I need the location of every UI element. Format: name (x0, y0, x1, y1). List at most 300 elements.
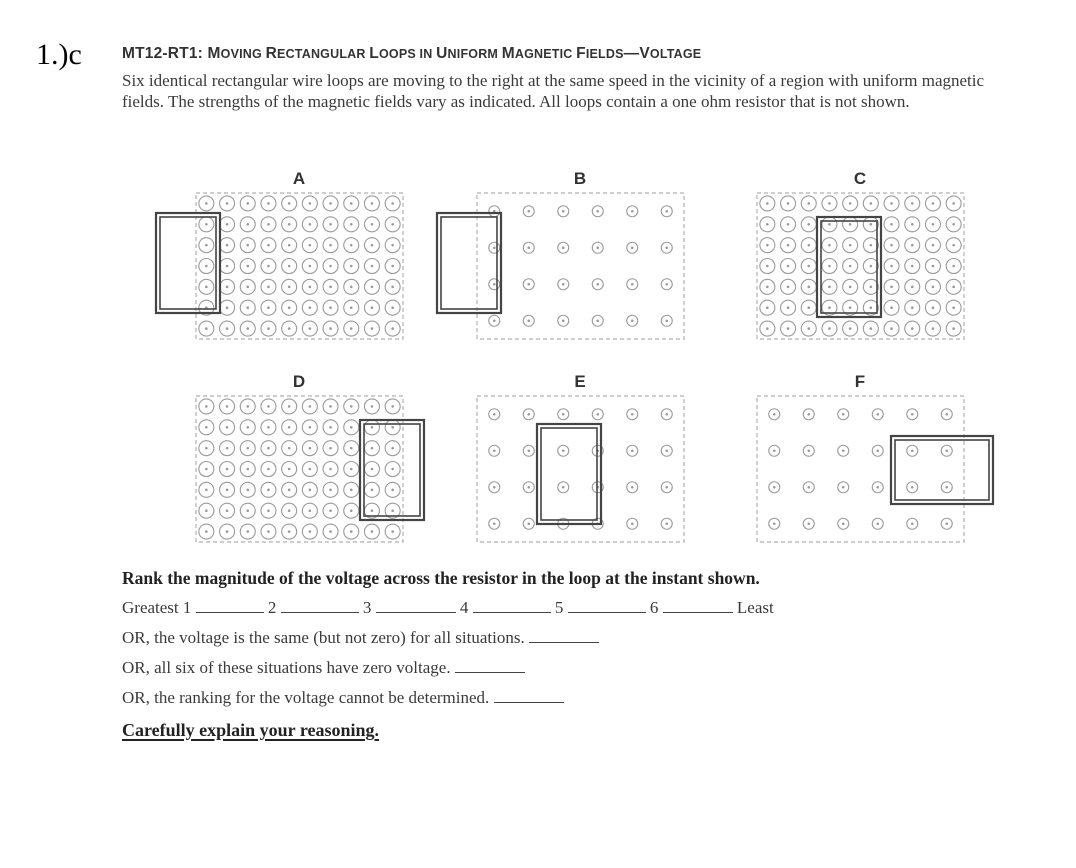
figure-b (437, 169, 684, 339)
field-dot-icon (849, 286, 852, 289)
field-dot-icon (350, 468, 353, 471)
field-dot-icon (350, 489, 353, 492)
field-dot-icon (807, 327, 810, 330)
field-dot-icon (371, 447, 374, 450)
field-dot-icon (288, 426, 291, 429)
field-dot-icon (870, 244, 873, 247)
field-dot-icon (371, 530, 374, 533)
field-dot-icon (911, 522, 914, 525)
field-dot-icon (849, 306, 852, 309)
field-dot-icon (246, 489, 249, 492)
rank-5-blank[interactable] (568, 598, 646, 613)
field-dot-icon (350, 286, 353, 289)
figure-label: D (292, 372, 306, 391)
field-dot-icon (952, 244, 955, 247)
field-dot-icon (527, 210, 530, 213)
field-dot-icon (562, 319, 565, 322)
field-dot-icon (787, 306, 790, 309)
field-dot-icon (911, 449, 914, 452)
field-dot-icon (527, 522, 530, 525)
field-dot-icon (246, 286, 249, 289)
field-dot-icon (890, 223, 893, 226)
field-dot-icon (842, 522, 845, 525)
field-dot-icon (226, 265, 229, 268)
field-dot-icon (329, 244, 332, 247)
field-dot-icon (932, 223, 935, 226)
field-dot-icon (226, 426, 229, 429)
field-dot-icon (226, 202, 229, 205)
field-dot-icon (911, 202, 914, 205)
field-dot-icon (932, 327, 935, 330)
field-dot-icon (246, 468, 249, 471)
field-dot-icon (911, 327, 914, 330)
field-dot-icon (329, 447, 332, 450)
rank-6-blank[interactable] (663, 598, 733, 613)
field-dot-icon (309, 223, 312, 226)
field-dot-icon (329, 509, 332, 512)
field-dot-icon (596, 283, 599, 286)
option-undetermined-blank[interactable] (494, 688, 564, 703)
field-dot-icon (226, 509, 229, 512)
field-dot-icon (807, 449, 810, 452)
field-dot-icon (309, 202, 312, 205)
field-dot-icon (631, 413, 634, 416)
field-dot-icon (773, 449, 776, 452)
field-dot-icon (309, 244, 312, 247)
field-dot-icon (329, 306, 332, 309)
field-dot-icon (329, 489, 332, 492)
field-dot-icon (329, 468, 332, 471)
rank-6-label: 6 (649, 598, 659, 617)
title-code: MT12-RT1 (122, 45, 198, 62)
field-dot-icon (911, 244, 914, 247)
field-dot-icon (205, 223, 208, 226)
field-dot-icon (309, 489, 312, 492)
field-dot-icon (309, 306, 312, 309)
field-dot-icon (309, 509, 312, 512)
rank-4-blank[interactable] (473, 598, 551, 613)
field-dot-icon (267, 265, 270, 268)
field-dot-icon (911, 265, 914, 268)
field-dot-icon (350, 405, 353, 408)
field-dot-icon (876, 449, 879, 452)
field-dot-icon (807, 202, 810, 205)
field-dot-icon (932, 202, 935, 205)
field-dot-icon (226, 306, 229, 309)
field-dot-icon (876, 486, 879, 489)
field-dot-icon (288, 405, 291, 408)
option-same (122, 628, 599, 648)
figure-label: C (853, 169, 867, 188)
figure-label: E (574, 372, 586, 391)
field-dot-icon (665, 449, 668, 452)
field-dot-icon (391, 447, 394, 450)
option-same-blank[interactable] (529, 628, 599, 643)
field-dot-icon (309, 426, 312, 429)
title-topic-part: AGNETIC (514, 47, 577, 61)
field-dot-icon (288, 286, 291, 289)
field-dot-icon (562, 283, 565, 286)
field-dot-icon (246, 202, 249, 205)
field-dot-icon (226, 530, 229, 533)
field-dot-icon (226, 244, 229, 247)
field-dot-icon (527, 283, 530, 286)
field-dot-icon (952, 202, 955, 205)
field-dot-icon (205, 447, 208, 450)
field-dot-icon (329, 530, 332, 533)
title-topic-part: M (501, 45, 515, 62)
field-dot-icon (350, 447, 353, 450)
ranking-prompt: Rank the magnitude of the voltage across the resistor in the loop at the instant shown. (122, 568, 760, 588)
field-dot-icon (807, 244, 810, 247)
field-dot-icon (773, 486, 776, 489)
field-dot-icon (945, 522, 948, 525)
field-dot-icon (371, 426, 374, 429)
field-dot-icon (226, 327, 229, 330)
field-dot-icon (267, 489, 270, 492)
figure-label: A (292, 169, 306, 188)
field-dot-icon (631, 449, 634, 452)
field-dot-icon (371, 265, 374, 268)
rank-4-label: 4 (459, 598, 469, 617)
field-dot-icon (493, 486, 496, 489)
field-dot-icon (890, 327, 893, 330)
field-dot-icon (391, 468, 394, 471)
field-dot-icon (787, 244, 790, 247)
field-dot-icon (596, 413, 599, 416)
field-dot-icon (226, 286, 229, 289)
field-dot-icon (932, 265, 935, 268)
field-dot-icon (246, 447, 249, 450)
field-dot-icon (493, 246, 496, 249)
field-dot-icon (493, 413, 496, 416)
field-dot-icon (288, 223, 291, 226)
field-dot-icon (288, 244, 291, 247)
option-zero-blank[interactable] (455, 658, 525, 673)
field-dot-icon (493, 283, 496, 286)
field-dot-icon (267, 306, 270, 309)
field-dot-icon (890, 244, 893, 247)
field-dot-icon (952, 286, 955, 289)
field-dot-icon (849, 265, 852, 268)
option-zero (122, 658, 525, 678)
field-dot-icon (267, 223, 270, 226)
title-topic-part: —V (623, 45, 650, 62)
rank-least-label: Least (736, 598, 774, 617)
title-topic-part: F (576, 45, 586, 62)
field-dot-icon (391, 306, 394, 309)
field-dot-icon (828, 223, 831, 226)
field-dot-icon (329, 286, 332, 289)
field-dot-icon (246, 244, 249, 247)
field-dot-icon (329, 327, 332, 330)
field-dot-icon (932, 306, 935, 309)
field-dot-icon (787, 265, 790, 268)
field-dot-icon (766, 223, 769, 226)
field-dot-icon (911, 223, 914, 226)
field-dot-icon (205, 244, 208, 247)
field-dot-icon (562, 413, 565, 416)
field-dot-icon (870, 223, 873, 226)
option-same-text: OR, the voltage is the same (but not zero) for all situations. (122, 628, 525, 647)
field-dot-icon (773, 413, 776, 416)
field-dot-icon (350, 327, 353, 330)
field-dot-icon (562, 449, 565, 452)
rank-greatest-label: Greatest 1 (122, 598, 192, 617)
field-dot-icon (631, 522, 634, 525)
figure-d (196, 372, 424, 542)
field-dot-icon (828, 265, 831, 268)
rank-1-blank[interactable] (196, 598, 264, 613)
field-dot-icon (205, 530, 208, 533)
rank-3-label: 3 (362, 598, 372, 617)
field-dot-icon (267, 327, 270, 330)
title-topic-part: IELDS (585, 47, 624, 61)
field-dot-icon (828, 306, 831, 309)
field-dot-icon (309, 286, 312, 289)
field-dot-icon (246, 509, 249, 512)
field-dot-icon (267, 509, 270, 512)
field-dot-icon (527, 449, 530, 452)
field-dot-icon (665, 522, 668, 525)
figure-label: B (573, 169, 587, 188)
field-dot-icon (631, 246, 634, 249)
field-dot-icon (391, 489, 394, 492)
field-dot-icon (631, 319, 634, 322)
field-dot-icon (391, 223, 394, 226)
field-dot-icon (288, 530, 291, 533)
field-dot-icon (945, 449, 948, 452)
field-region (757, 396, 964, 542)
field-dot-icon (911, 306, 914, 309)
field-region (477, 193, 684, 339)
field-dot-icon (329, 405, 332, 408)
field-dot-icon (890, 202, 893, 205)
field-dot-icon (391, 509, 394, 512)
title-topic-part: R (265, 45, 278, 62)
field-dot-icon (329, 265, 332, 268)
field-dot-icon (350, 223, 353, 226)
rank-2-blank[interactable] (281, 598, 359, 613)
field-dot-icon (870, 306, 873, 309)
field-dot-icon (828, 202, 831, 205)
field-dot-icon (371, 306, 374, 309)
field-dot-icon (890, 265, 893, 268)
title-topic-part: NIFORM (447, 47, 502, 61)
field-dot-icon (766, 306, 769, 309)
field-dot-icon (309, 405, 312, 408)
title-topic-part: L (369, 45, 379, 62)
field-dot-icon (205, 202, 208, 205)
field-dot-icon (246, 265, 249, 268)
figure-label: F (854, 372, 866, 391)
field-dot-icon (371, 405, 374, 408)
field-dot-icon (787, 223, 790, 226)
field-dot-icon (205, 286, 208, 289)
field-dot-icon (350, 306, 353, 309)
explain-reasoning: Carefully explain your reasoning. (122, 720, 380, 740)
field-dot-icon (391, 426, 394, 429)
field-dot-icon (288, 447, 291, 450)
field-dot-icon (807, 486, 810, 489)
title-separator: : (197, 45, 208, 62)
field-dot-icon (267, 405, 270, 408)
field-dot-icon (246, 426, 249, 429)
field-dot-icon (205, 509, 208, 512)
field-dot-icon (842, 486, 845, 489)
field-dot-icon (267, 468, 270, 471)
question-number: 1.)c (36, 38, 82, 71)
field-dot-icon (309, 530, 312, 533)
field-dot-icon (350, 202, 353, 205)
option-undetermined-text: OR, the ranking for the voltage cannot be determined. (122, 688, 490, 707)
field-dot-icon (842, 449, 845, 452)
field-dot-icon (246, 405, 249, 408)
field-dot-icon (350, 426, 353, 429)
field-dot-icon (952, 223, 955, 226)
field-dot-icon (226, 223, 229, 226)
field-dot-icon (288, 489, 291, 492)
field-dot-icon (288, 202, 291, 205)
field-dot-icon (226, 405, 229, 408)
field-dot-icon (527, 413, 530, 416)
figure-e (477, 372, 684, 542)
field-dot-icon (527, 486, 530, 489)
field-dot-icon (288, 327, 291, 330)
field-dot-icon (371, 202, 374, 205)
title-topic-part: M (207, 45, 221, 62)
field-dot-icon (807, 306, 810, 309)
wire-loop-outer (156, 213, 220, 313)
field-dot-icon (596, 246, 599, 249)
field-dot-icon (205, 426, 208, 429)
field-dot-icon (350, 244, 353, 247)
field-dot-icon (870, 286, 873, 289)
field-dot-icon (371, 327, 374, 330)
rank-2-label: 2 (267, 598, 277, 617)
field-dot-icon (932, 244, 935, 247)
title-topic-part: OLTAGE (649, 47, 702, 61)
rank-3-blank[interactable] (376, 598, 456, 613)
field-dot-icon (890, 286, 893, 289)
field-dot-icon (945, 413, 948, 416)
field-dot-icon (226, 447, 229, 450)
field-dot-icon (329, 426, 332, 429)
field-dot-icon (890, 306, 893, 309)
field-dot-icon (952, 327, 955, 330)
field-dot-icon (205, 468, 208, 471)
field-dot-icon (945, 486, 948, 489)
field-dot-icon (596, 210, 599, 213)
rank-5-label: 5 (554, 598, 564, 617)
figure-c (757, 169, 964, 339)
field-dot-icon (391, 244, 394, 247)
field-dot-icon (596, 319, 599, 322)
field-dot-icon (766, 286, 769, 289)
field-dot-icon (371, 468, 374, 471)
field-dot-icon (391, 265, 394, 268)
field-dot-icon (787, 286, 790, 289)
field-dot-icon (631, 283, 634, 286)
field-dot-icon (932, 286, 935, 289)
field-dot-icon (246, 223, 249, 226)
field-dot-icon (766, 202, 769, 205)
field-dot-icon (631, 210, 634, 213)
field-dot-icon (911, 286, 914, 289)
field-dot-icon (391, 530, 394, 533)
field-dot-icon (665, 413, 668, 416)
field-dot-icon (391, 405, 394, 408)
field-dot-icon (665, 319, 668, 322)
field-dot-icon (849, 202, 852, 205)
field-dot-icon (246, 530, 249, 533)
field-dot-icon (842, 413, 845, 416)
field-dot-icon (267, 447, 270, 450)
field-dot-icon (493, 522, 496, 525)
field-dot-icon (309, 468, 312, 471)
field-dot-icon (870, 265, 873, 268)
field-dot-icon (391, 286, 394, 289)
title-topic-part: ECTANGULAR (277, 47, 370, 61)
field-dot-icon (391, 202, 394, 205)
field-dot-icon (876, 413, 879, 416)
field-dot-icon (371, 509, 374, 512)
field-dot-icon (205, 265, 208, 268)
option-undetermined (122, 688, 564, 708)
field-dot-icon (267, 530, 270, 533)
field-dot-icon (562, 246, 565, 249)
field-dot-icon (911, 486, 914, 489)
field-dot-icon (807, 223, 810, 226)
field-dot-icon (665, 246, 668, 249)
figure-a (156, 169, 403, 339)
field-dot-icon (807, 413, 810, 416)
field-dot-icon (371, 286, 374, 289)
wire-loop-outer (891, 436, 993, 504)
field-dot-icon (246, 327, 249, 330)
figure-f (757, 372, 993, 542)
field-dot-icon (773, 522, 776, 525)
field-dot-icon (309, 265, 312, 268)
field-dot-icon (350, 265, 353, 268)
field-dot-icon (205, 405, 208, 408)
field-dot-icon (267, 202, 270, 205)
field-dot-icon (329, 202, 332, 205)
field-dot-icon (350, 509, 353, 512)
field-dot-icon (267, 286, 270, 289)
field-dot-icon (952, 265, 955, 268)
field-dot-icon (309, 447, 312, 450)
field-dot-icon (371, 489, 374, 492)
field-dot-icon (562, 486, 565, 489)
field-dot-icon (665, 486, 668, 489)
field-dot-icon (911, 413, 914, 416)
field-dot-icon (807, 522, 810, 525)
field-dot-icon (267, 426, 270, 429)
field-dot-icon (952, 306, 955, 309)
field-dot-icon (807, 265, 810, 268)
field-dot-icon (288, 265, 291, 268)
field-dot-icon (787, 327, 790, 330)
field-dot-icon (665, 283, 668, 286)
field-dot-icon (371, 244, 374, 247)
title-topic-part: OOPS IN (378, 47, 437, 61)
option-zero-text: OR, all six of these situations have zero voltage. (122, 658, 451, 677)
field-dot-icon (226, 489, 229, 492)
field-dot-icon (205, 327, 208, 330)
field-dot-icon (391, 327, 394, 330)
field-dot-icon (766, 265, 769, 268)
